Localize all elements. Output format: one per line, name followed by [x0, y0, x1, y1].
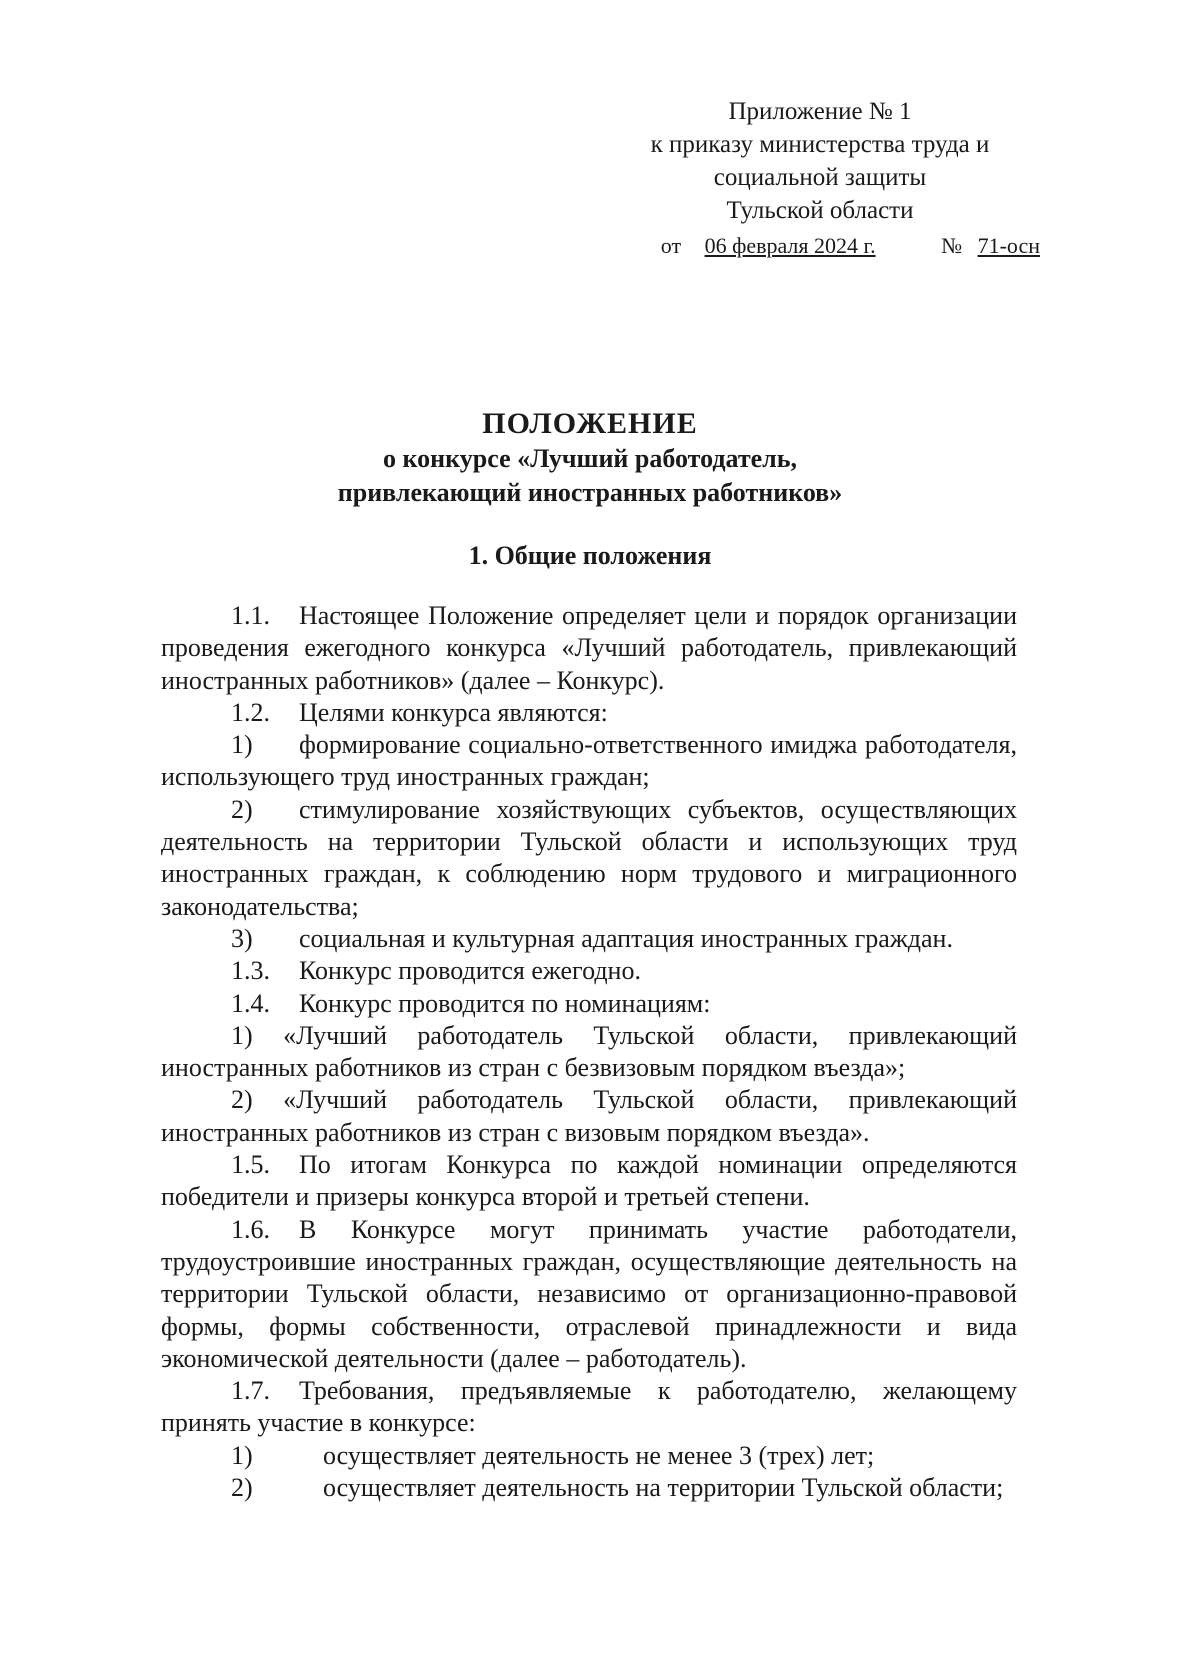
list-item: 1) «Лучший работодатель Тульской области, привлекающий иностранных работников из стран с безвизовым порядком въезда»; — [161, 1020, 1017, 1083]
appendix-line-3: социальной защиты — [713, 164, 927, 191]
appendix-line-1: Приложение № 1 — [728, 98, 912, 125]
paragraph: 1.7. Требования, предъявляемые к работодателю, желающему принять участие в конкурсе: — [161, 1376, 1017, 1438]
appendix-line-4: Тульской области — [726, 197, 914, 224]
order-number: 71-осн — [977, 233, 1040, 258]
order-date: 06 февраля 2024 г. — [704, 233, 876, 258]
list-item: 1) формирование социально-ответственного имиджа работодателя, использующего труд иностранных граждан; — [161, 730, 1017, 792]
section-heading: 1. Общие положения — [468, 541, 712, 570]
title-sub-2: привлекающий иностранных работников» — [337, 478, 843, 507]
paragraph: 1.1. Настоящее Положение определяет цели и порядок организации проведения ежегодного конкурса «Лучший работодатель, привлекающий иностранных работников» (далее – Конкурс). — [161, 601, 1017, 695]
title-sub-1: о конкурсе «Лучший работодатель, — [383, 444, 797, 473]
number-sign: № — [941, 233, 963, 258]
list-item: 3) социальная и культурная адаптация иностранных граждан. — [231, 923, 953, 953]
title-heading: ПОЛОЖЕНИЕ — [482, 407, 698, 440]
list-item: 2) осуществляет деятельность на территории Тульской области; — [231, 1473, 1004, 1503]
list-item: 2) стимулирование хозяйствующих субъектов, осуществляющих деятельность на территории Тульской области и использующих труд иностранных граждан, к соблюдению норм трудового и миграционного законодательства; — [161, 794, 1017, 921]
appendix-line-2: к приказу министерства труда и — [650, 131, 990, 158]
paragraph: 1.4. Конкурс проводится по номинациям: — [231, 988, 711, 1018]
document-title — [160, 406, 1020, 510]
appendix-header — [600, 95, 1040, 262]
paragraph: 1.3. Конкурс проводится ежегодно. — [231, 956, 641, 986]
list-item: 2) «Лучший работодатель Тульской области, привлекающий иностранных работников из стран с визовым порядком въезда». — [161, 1085, 1017, 1147]
paragraph: 1.2. Целями конкурса являются: — [231, 697, 608, 727]
list-item: 1) осуществляет деятельность не менее 3 (трех) лет; — [231, 1440, 875, 1470]
order-date-line — [600, 229, 1040, 262]
section-body — [161, 600, 1017, 1504]
paragraph: 1.6. В Конкурсе могут принимать участие работодатели, трудоустроившие иностранных граждан, осуществляющие деятельность на территории Тульской области, независимо от организационно-правовой формы, формы собственности, отраслевой принадлежности и вида экономической деятельности (далее – работодатель). — [161, 1214, 1017, 1373]
date-prefix: от — [660, 233, 682, 258]
paragraph: 1.5. По итогам Конкурса по каждой номинации определяются победители и призеры конкурса второй и третьей степени. — [161, 1150, 1017, 1212]
